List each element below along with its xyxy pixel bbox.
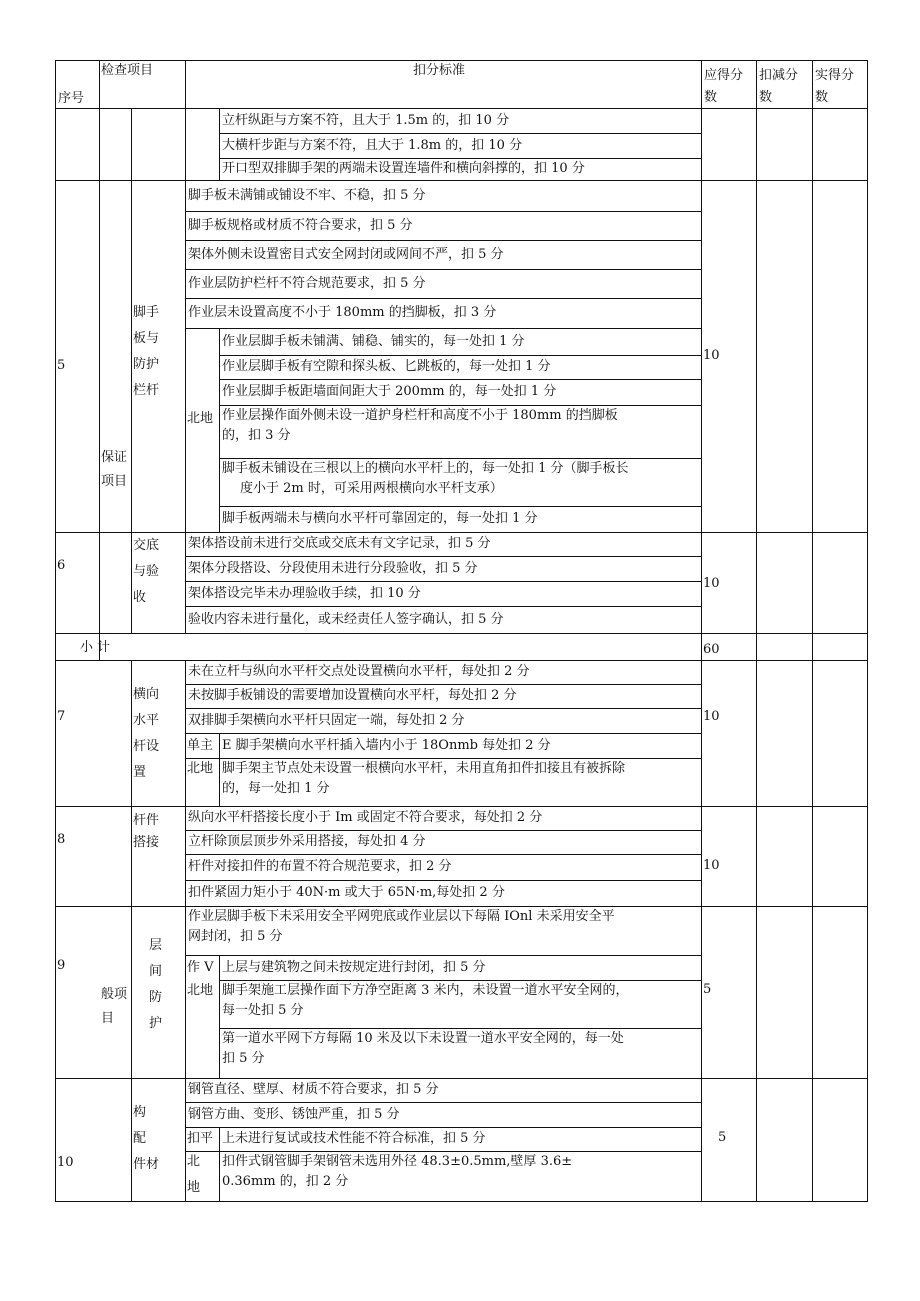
section-9-criterion: 网封闭，扣 5 分 (188, 929, 283, 944)
table-rule-vertical (131, 532, 132, 634)
section-5-criterion: 脚手板未满铺或铺设不牢、不稳，扣 5 分 (188, 188, 426, 203)
table-rule-vertical (219, 328, 220, 533)
header-criteria: 扣分标准 (413, 63, 466, 78)
table-rule-horizontal (55, 660, 868, 661)
section-8-score: 10 (703, 858, 720, 873)
group-guarantee-label: 保证 项目 (101, 450, 128, 489)
table-rule-horizontal (185, 556, 702, 557)
section-5-criterion: 作业层操作面外侧未设一道护身栏杆和高度不小于 180mm 的挡脚板 (222, 408, 618, 423)
table-rule-vertical (219, 733, 220, 807)
table-rule-horizontal (55, 1078, 868, 1079)
header-deduct-score: 扣减分 数 (759, 68, 799, 105)
subtotal-label: 小 计 (80, 640, 111, 655)
table-rule-vertical (185, 108, 186, 181)
table-rule-horizontal (185, 684, 702, 685)
header-item: 检查项目 (101, 63, 154, 78)
table-rule-horizontal (55, 180, 868, 181)
section-10-score: 5 (718, 1130, 727, 1145)
table-rule-horizontal (219, 379, 702, 380)
section-10-criterion: 扣件式钢管脚手架钢管未选用外径 48.3±0.5mm,壁厚 3.6± (222, 1154, 573, 1169)
section-9-criterion: 扣 5 分 (222, 1051, 265, 1066)
header-seq: 序号 (58, 91, 85, 106)
section-10-criterion: 钢管方曲、变形、锈蚀严重，扣 5 分 (188, 1107, 400, 1122)
table-rule-horizontal (219, 980, 702, 981)
section-7-criterion: 未在立杆与纵向水平杆交点处设置横向水平杆，每处扣 2 分 (188, 664, 530, 679)
section-8-criterion: 扣件紧固力矩小于 40N·m 或大于 65N·m,每处扣 2 分 (188, 885, 505, 900)
table-rule-horizontal (219, 355, 702, 356)
section-5-criterion: 脚手板未铺设在三根以上的横向水平杆上的，每一处扣 1 分（脚手板长 (222, 461, 629, 476)
table-rule-horizontal (219, 405, 702, 406)
header-actual-score: 实得分 数 (815, 68, 855, 105)
table-rule-horizontal (219, 506, 702, 507)
table-rule-horizontal (185, 1102, 702, 1103)
section-8-criterion: 杆件对接扣件的布置不符合规范要求，扣 2 分 (188, 859, 452, 874)
section-6-name: 交底 与验 收 (133, 538, 160, 605)
table-rule-vertical (185, 532, 186, 634)
table-rule-horizontal (55, 60, 868, 61)
table-rule-vertical (131, 660, 132, 1202)
section-5-criterion: 作业层未设置高度不小于 180mm 的挡脚板，扣 3 分 (188, 305, 497, 320)
table-rule-horizontal (55, 532, 868, 533)
section-7-criterion: 的，每一处扣 1 分 (222, 781, 330, 796)
section-5-criterion: 脚手板规格或材质不符合要求，扣 5 分 (188, 218, 413, 233)
top-criterion: 开口型双排脚手架的两端未设置连墙件和横向斜撑的，扣 10 分 (222, 161, 585, 176)
section-9-criterion: 作业层脚手板下未采用安全平网兜底或作业层以下每隔 IOnl 未采用安全平 (188, 909, 615, 924)
table-rule-horizontal (185, 1127, 702, 1128)
table-rule-horizontal (185, 880, 702, 881)
section-5-criterion: 度小于 2m 时，可采用两根横向水平杆支承） (240, 481, 503, 496)
table-rule-vertical (185, 60, 186, 109)
table-rule-horizontal (185, 298, 702, 299)
section-10-criterion: 钢管直径、壁厚、材质不符合要求，扣 5 分 (188, 1082, 439, 1097)
table-rule-horizontal (55, 806, 868, 807)
table-rule-vertical (131, 180, 132, 533)
section-9-name: 层 间 防 护 (149, 938, 163, 1031)
table-rule-horizontal (185, 830, 702, 831)
section-9-score: 5 (703, 982, 712, 997)
table-rule-vertical (219, 1127, 220, 1202)
table-rule-horizontal (55, 906, 868, 907)
table-rule-vertical (99, 60, 100, 109)
table-rule-horizontal (219, 158, 702, 159)
section-6-criterion: 架体搭设前未进行交底或交底未有文字记录，扣 5 分 (188, 536, 491, 551)
table-rule-horizontal (55, 633, 868, 634)
table-rule-horizontal (219, 1028, 702, 1029)
table-rule-horizontal (55, 1201, 868, 1202)
section-7-criterion: 脚手架主节点处未设置一根横向水平杆，未用直角扣件扣接且有被拆除 (222, 761, 626, 776)
section-7-criterion: E 脚手架横向水平杆插入墙内小于 18Onmb 每处扣 2 分 (222, 738, 551, 753)
table-rule-vertical (99, 108, 100, 661)
section-5-score: 10 (703, 348, 720, 363)
section-5-criterion: 作业层脚手板有空隙和探头板、匕跳板的，每一处扣 1 分 (222, 359, 551, 374)
table-rule-horizontal (185, 733, 702, 734)
section-7-score: 10 (703, 709, 720, 724)
section-5-side-note: 北地 (187, 411, 214, 426)
section-10-number: 10 (57, 1155, 74, 1170)
table-rule-horizontal (185, 1151, 702, 1152)
top-criterion: 立杆纵距与方案不符，且大于 1.5m 的，扣 10 分 (222, 113, 510, 128)
table-rule-horizontal (185, 758, 702, 759)
section-6-criterion: 架体分段搭设、分段使用未进行分段验收，扣 5 分 (188, 561, 478, 576)
section-7-name: 横向 水平 杆设 置 (133, 687, 160, 780)
section-7-prefix: 单主 (187, 738, 214, 753)
section-8-criterion: 立杆除顶层顶步外采用搭接，每处扣 4 分 (188, 834, 426, 849)
section-9-prefix: 北地 (187, 983, 214, 998)
section-5-name: 脚手 板与 防护 栏杆 (133, 305, 160, 398)
section-8-number: 8 (57, 832, 66, 847)
section-7-criterion: 未按脚手板铺设的需要增加设置横向水平杆，每处扣 2 分 (188, 688, 517, 703)
section-10-criterion: 0.36mm 的，扣 2 分 (222, 1174, 349, 1189)
section-7-number: 7 (57, 709, 66, 724)
section-10-prefix: 北 地 (187, 1154, 201, 1195)
table-rule-horizontal (185, 708, 702, 709)
table-rule-horizontal (185, 581, 702, 582)
table-rule-horizontal (219, 458, 702, 459)
subtotal-score: 60 (703, 642, 720, 657)
table-rule-horizontal (55, 108, 868, 109)
section-10-name: 构 配 件材 (133, 1105, 160, 1172)
top-criterion: 大横杆步距与方案不符，且大于 1.8m 的，扣 10 分 (222, 138, 523, 153)
table-rule-horizontal (219, 133, 702, 134)
section-5-criterion: 的，扣 3 分 (222, 428, 291, 443)
section-9-number: 9 (57, 958, 66, 973)
table-rule-vertical (131, 108, 132, 181)
section-6-criterion: 架体搭设完毕未办理验收手续，扣 10 分 (188, 586, 421, 601)
section-8-name: 杆件 搭接 (133, 813, 160, 850)
table-rule-horizontal (185, 854, 702, 855)
section-5-criterion: 作业层脚手板未铺满、铺稳、铺实的，每一处扣 1 分 (222, 334, 525, 349)
section-9-criterion: 脚手架施工层操作面下方净空距离 3 米内，未设置一道水平安全网的， (222, 983, 629, 998)
table-rule-vertical (185, 180, 186, 533)
section-9-criterion: 第一道水平网下方每隔 10 米及以下未设置一道水平安全网的，每一处 (222, 1031, 624, 1046)
table-rule-horizontal (185, 269, 702, 270)
section-7-criterion: 双排脚手架横向水平杆只固定一端，每处扣 2 分 (188, 713, 465, 728)
section-6-score: 10 (703, 576, 720, 591)
table-rule-horizontal (185, 240, 702, 241)
table-rule-horizontal (185, 211, 702, 212)
section-5-number: 5 (57, 358, 66, 373)
section-5-criterion: 作业层脚手板距墙面间距大于 200mm 的，每一处扣 1 分 (222, 384, 557, 399)
table-rule-vertical (219, 108, 220, 181)
table-rule-vertical (812, 60, 813, 1202)
section-10-prefix: 扣平 (187, 1131, 214, 1146)
header-should-score: 应得分 数 (704, 68, 744, 105)
section-10-criterion: 上未进行复试或技术性能不符合标准，扣 5 分 (222, 1131, 486, 1146)
table-rule-vertical (867, 60, 868, 1202)
section-9-prefix: 作 V (187, 960, 214, 975)
section-9-criterion: 每一处扣 5 分 (222, 1003, 304, 1018)
section-5-criterion: 作业层防护栏杆不符合规范要求，扣 5 分 (188, 276, 426, 291)
table-rule-horizontal (185, 328, 702, 329)
section-7-prefix: 北地 (187, 761, 214, 776)
table-rule-vertical (701, 60, 702, 1202)
section-8-criterion: 纵向水平杆搭接长度小于 Im 或固定不符合要求，每处扣 2 分 (188, 810, 543, 825)
section-5-criterion: 脚手板两端未与横向水平杆可靠固定的，每一处扣 1 分 (222, 511, 538, 526)
table-rule-horizontal (185, 955, 702, 956)
table-rule-vertical (219, 955, 220, 1079)
section-9-criterion: 上层与建筑物之间未按规定进行封闭，扣 5 分 (222, 960, 486, 975)
group-general-label: 般项 目 (101, 987, 128, 1026)
section-6-criterion: 验收内容未进行量化，或未经责任人签字确认，扣 5 分 (188, 612, 504, 627)
table-rule-vertical (756, 60, 757, 1202)
table-rule-vertical (185, 806, 186, 1202)
table-rule-horizontal (185, 606, 702, 607)
section-6-number: 6 (57, 558, 66, 573)
section-5-criterion: 架体外侧未设置密目式安全网封闭或网间不严，扣 5 分 (188, 247, 504, 262)
table-rule-vertical (55, 60, 56, 1202)
